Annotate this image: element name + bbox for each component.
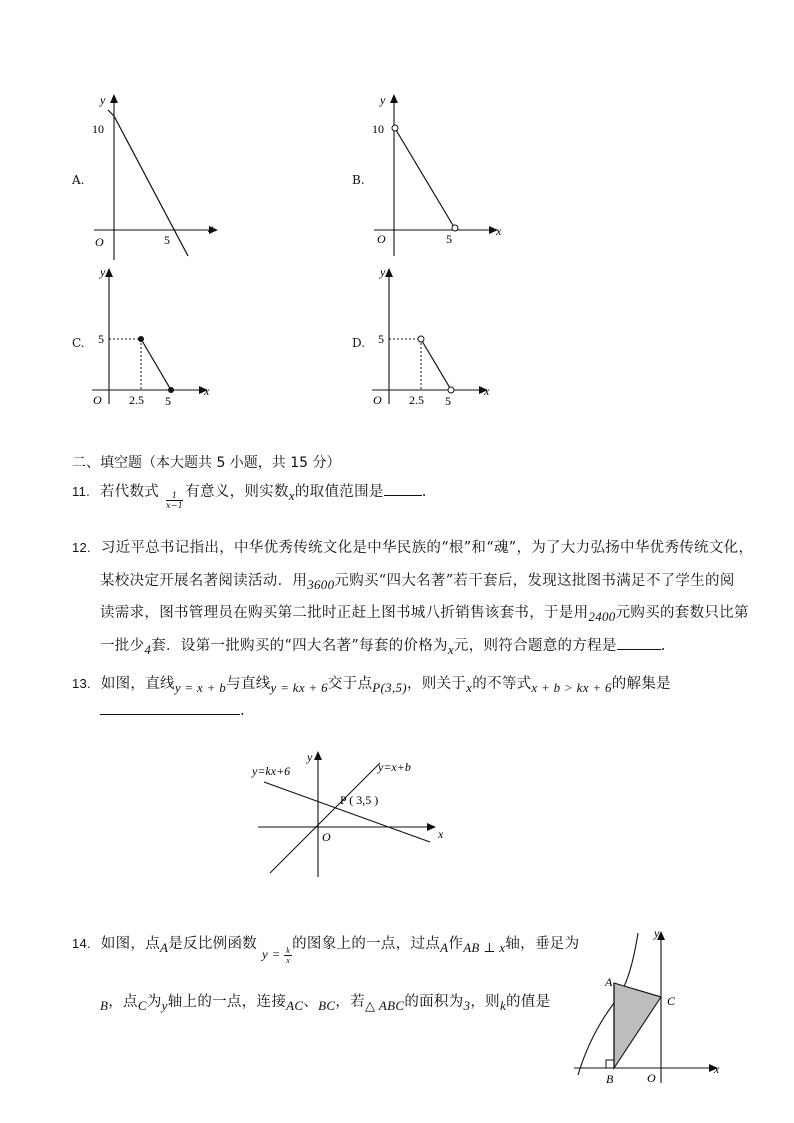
option-a-label[interactable]: A. bbox=[72, 173, 85, 187]
question-12-line-3: 读需求，图书管理员在购买第二批时正赶上图书城八折销售该套书，于是用2400元购买的套数只比第 bbox=[100, 605, 749, 624]
svg-text:y=x+b: y=x+b bbox=[378, 760, 411, 774]
svg-text:x: x bbox=[496, 224, 502, 238]
graph-segment bbox=[396, 130, 454, 227]
answer-blank[interactable] bbox=[384, 483, 422, 496]
svg-text:O: O bbox=[93, 393, 102, 407]
open-point bbox=[448, 387, 454, 393]
svg-text:C: C bbox=[667, 994, 676, 1008]
svg-text:y: y bbox=[380, 93, 386, 107]
svg-text:P ( 3,5 ): P ( 3,5 ) bbox=[340, 793, 379, 807]
svg-text:y: y bbox=[307, 750, 313, 764]
tick-5: 5 bbox=[164, 233, 170, 247]
svg-text:5: 5 bbox=[446, 232, 452, 246]
question-12-line-2: 某校决定开展名著阅读活动．用3600元购买“四大名著”若干套后，发现这批图书满足不了学生的阅 bbox=[100, 573, 735, 592]
svg-text:2.5: 2.5 bbox=[129, 393, 144, 407]
option-c-graph bbox=[80, 262, 230, 416]
svg-text:x: x bbox=[438, 827, 444, 841]
x-label: x bbox=[208, 221, 214, 235]
svg-text:5: 5 bbox=[165, 394, 171, 408]
section-title: 二、填空题（本大题共 5 小题，共 15 分） bbox=[72, 455, 341, 471]
question-14-graph bbox=[570, 925, 730, 1094]
origin-label: O bbox=[95, 235, 104, 249]
option-c-label[interactable]: C. bbox=[72, 336, 85, 350]
question-11: 11. 若代数式 $\frac{1}{x-1}$ 有意义，则实数x的取值范围是 . bbox=[72, 484, 427, 510]
svg-text:x: x bbox=[714, 1062, 720, 1076]
option-b-label[interactable]: B. bbox=[352, 173, 365, 187]
svg-text:B: B bbox=[606, 1072, 614, 1086]
svg-text:O: O bbox=[322, 830, 331, 844]
open-point bbox=[452, 225, 458, 231]
svg-text:5: 5 bbox=[445, 394, 451, 408]
line-kx-plus-6 bbox=[264, 782, 430, 842]
svg-text:O: O bbox=[647, 1071, 656, 1085]
open-point bbox=[418, 336, 424, 342]
svg-text:10: 10 bbox=[372, 122, 384, 136]
option-a-graph bbox=[80, 88, 230, 272]
option-b-graph bbox=[360, 88, 510, 272]
fraction-k-over-x: $\frac{k}{x}$ bbox=[286, 945, 291, 965]
option-d-graph bbox=[360, 262, 510, 416]
svg-text:5: 5 bbox=[378, 332, 384, 346]
y-label: y bbox=[100, 93, 106, 107]
question-13-graph bbox=[250, 745, 460, 889]
svg-text:y: y bbox=[380, 265, 386, 279]
tick-10: 10 bbox=[92, 122, 104, 136]
question-14-line-1: 14. 如图，点A是反比例函数 y = $\frac{k}{x}$ 的图象上的一点，过点A作AB ⊥ x轴，垂足为 bbox=[72, 936, 580, 965]
svg-text:5: 5 bbox=[98, 332, 104, 346]
fraction-1-over-x-minus-1: $\frac{1}{x-1}$ bbox=[165, 490, 184, 510]
question-12-line-4: 一批少4套．设第一批购买的“四大名著”每套的价格为x元，则符合题意的方程是 . bbox=[100, 638, 666, 657]
svg-text:y: y bbox=[100, 265, 106, 279]
svg-text:y=kx+6: y=kx+6 bbox=[252, 764, 291, 778]
question-13-answer: . bbox=[100, 702, 245, 719]
svg-text:A: A bbox=[605, 975, 613, 989]
svg-text:x: x bbox=[484, 384, 490, 398]
svg-text:y: y bbox=[654, 926, 660, 940]
svg-text:2.5: 2.5 bbox=[409, 393, 424, 407]
open-point bbox=[392, 125, 398, 131]
question-12-line-1: 12. 习近平总书记指出，中华优秀传统文化是中华民族的“根”和“魂”，为了大力弘扬中华优秀传统文化， bbox=[72, 540, 754, 556]
svg-text:O: O bbox=[373, 393, 382, 407]
closed-point bbox=[168, 387, 174, 393]
answer-blank[interactable] bbox=[617, 637, 661, 650]
triangle-abc bbox=[614, 983, 661, 1068]
answer-blank[interactable] bbox=[100, 702, 240, 715]
graph-line bbox=[114, 116, 188, 256]
option-d-label[interactable]: D. bbox=[352, 336, 366, 350]
closed-point bbox=[138, 336, 144, 342]
svg-text:O: O bbox=[377, 232, 386, 246]
svg-text:x: x bbox=[204, 384, 210, 398]
question-13: 13. 如图，直线y = x + b与直线y = kx + 6交于点P(3,5)，则关于x的不等式x + b > kx + 6的解集是 bbox=[72, 676, 671, 695]
question-14-line-2: B，点C为y轴上的一点，连接AC、BC，若△ ABC的面积为3，则k的值是 bbox=[100, 994, 551, 1013]
